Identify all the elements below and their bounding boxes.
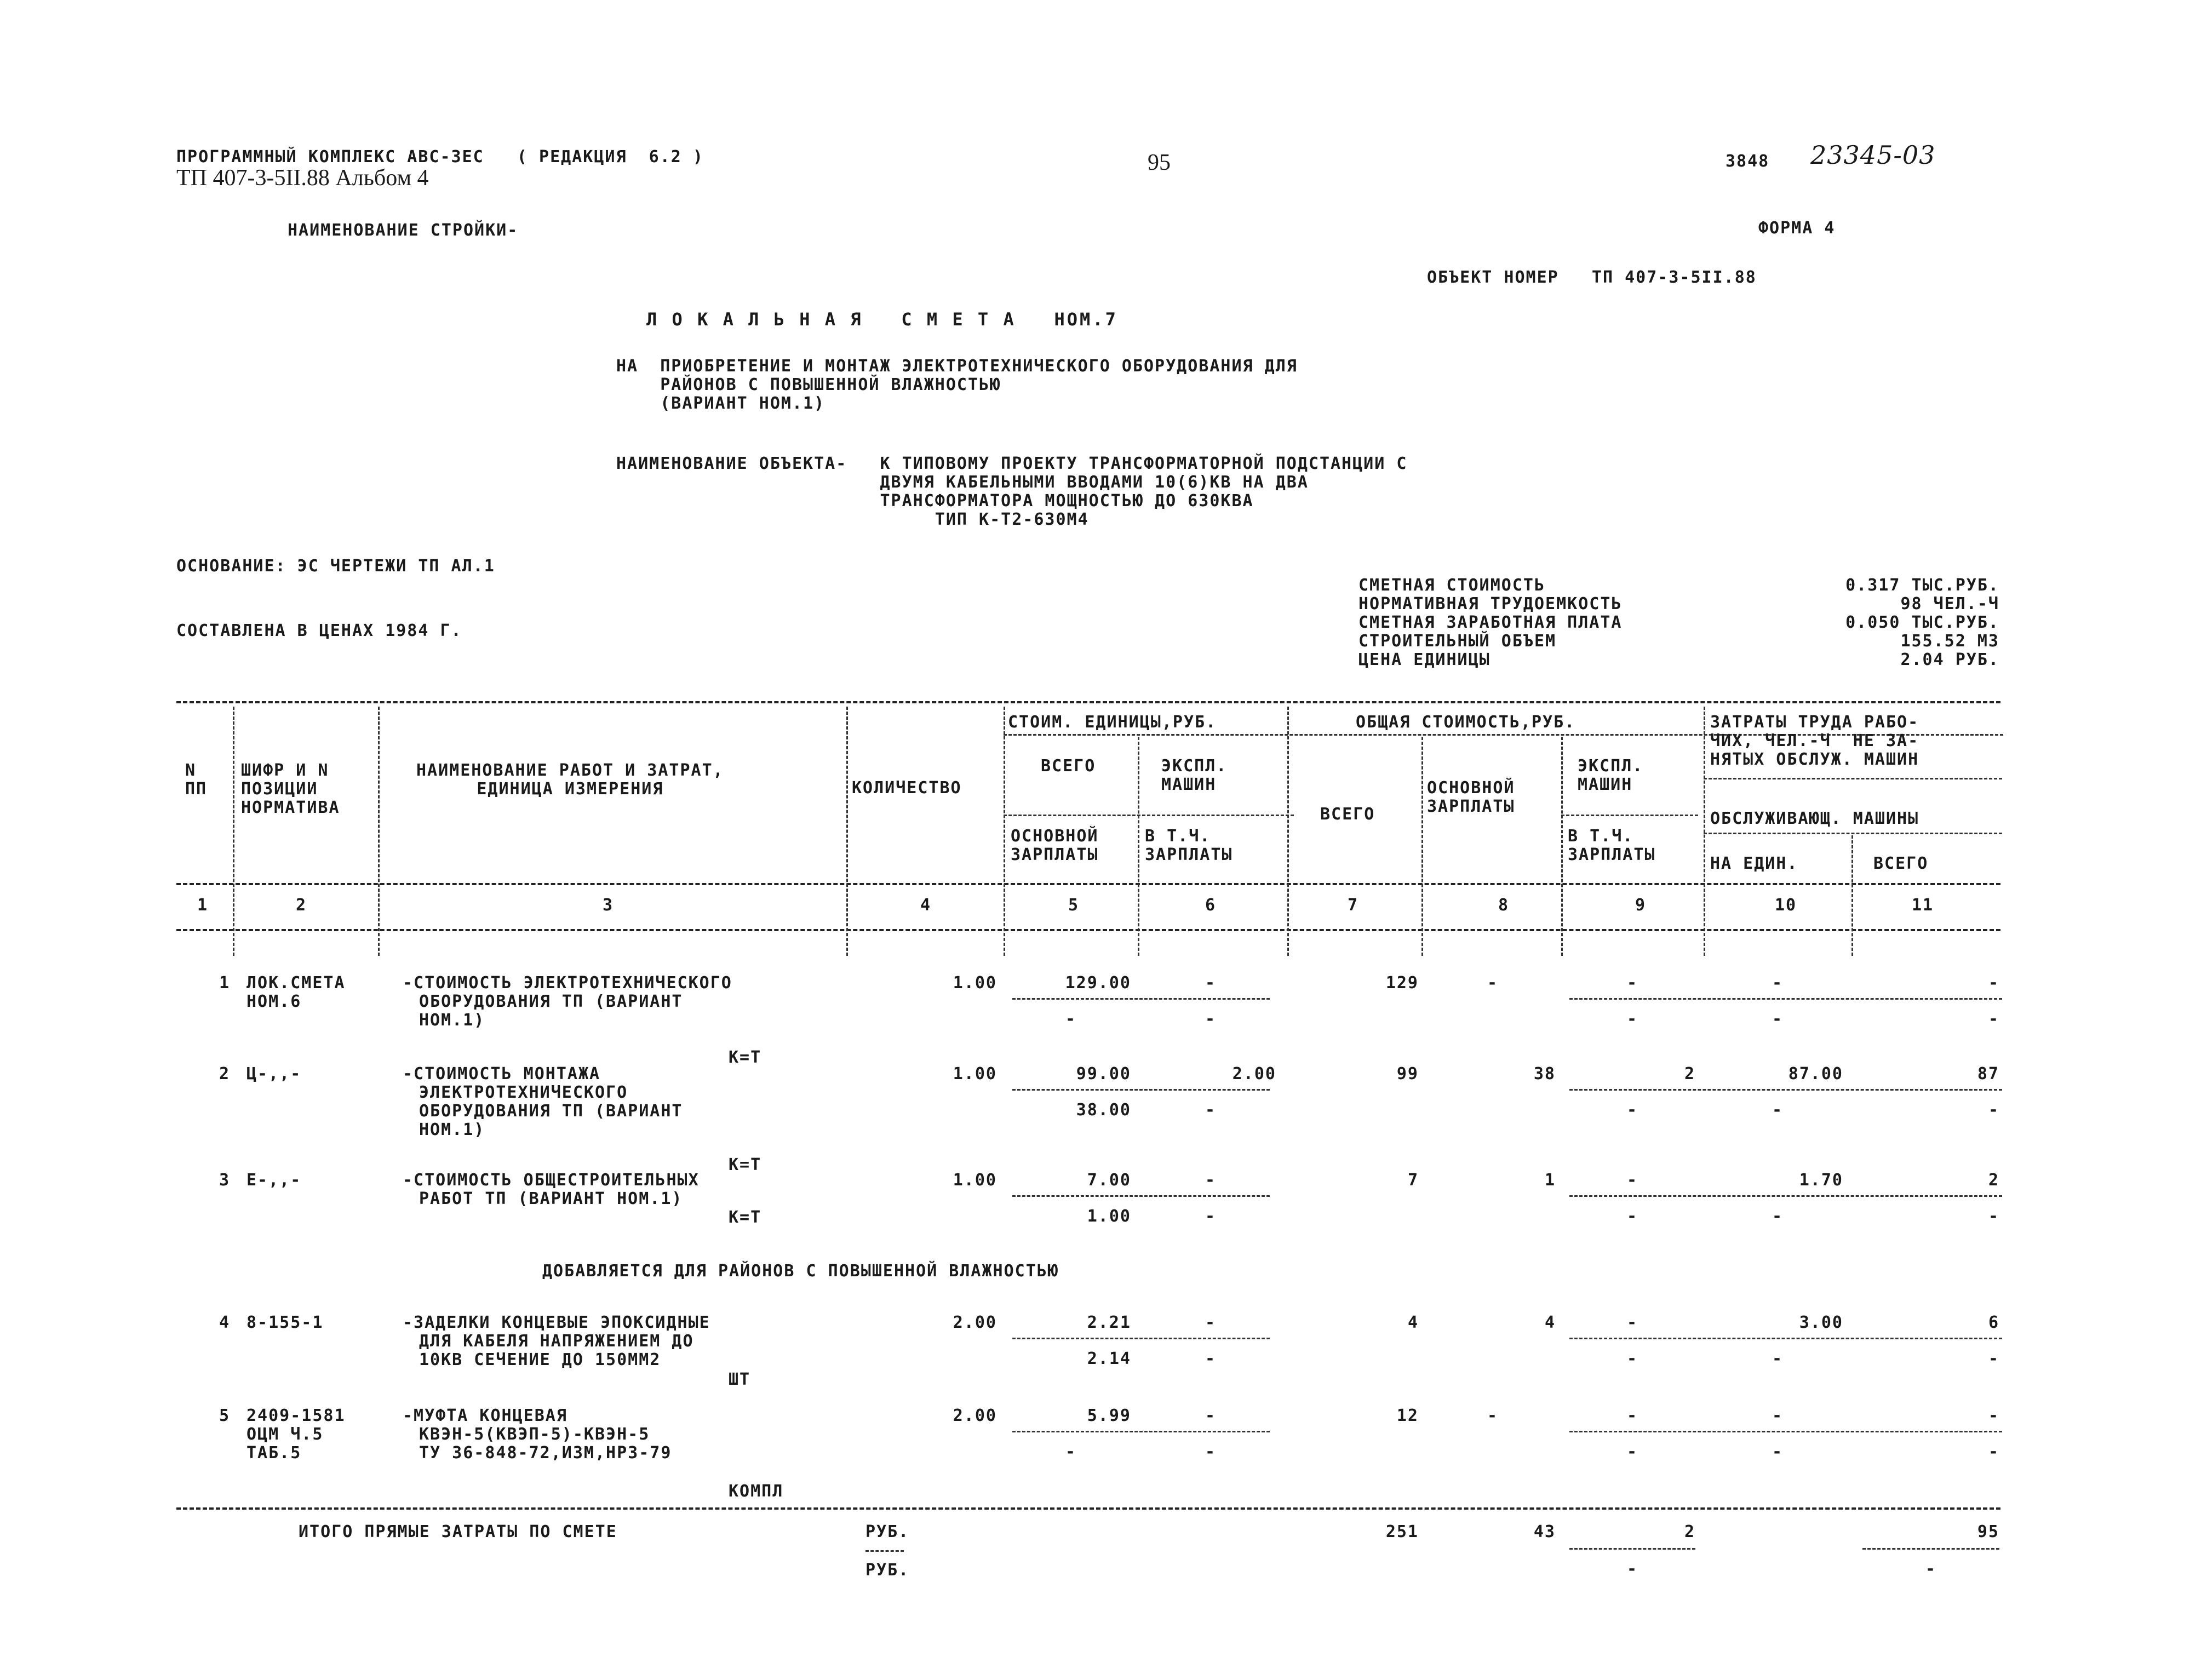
row-unit: К=Т [729, 1208, 762, 1227]
col-number: 7 [1347, 896, 1359, 915]
column-divider [1851, 835, 1853, 956]
row-c8: - [1487, 1406, 1499, 1425]
numbers-bottom-rule [176, 929, 2000, 931]
row-number: 4 [219, 1313, 230, 1332]
name-line: ЭЛЕКТРОТЕХНИЧЕСКОГО [419, 1083, 628, 1102]
object-line: НАИМЕНОВАНИЕ ОБЪЕКТА- К ТИПОВОМУ ПРОЕКТУ ТРАНСФОРМАТОРНОЙ ПОДСТАНЦИИ С [616, 454, 1408, 473]
row-c5-bottom: 38.00 [1076, 1100, 1131, 1120]
row-c9-bottom: - [1626, 1100, 1638, 1120]
header-text: N [185, 761, 197, 780]
header-text: ЗАРПЛАТЫ [1011, 845, 1099, 864]
header-text: ЭКСПЛ. [1578, 756, 1644, 776]
row-c5: 5.99 [1087, 1406, 1131, 1425]
row-code [247, 1065, 301, 1083]
total-unit: РУБ. [865, 1522, 910, 1541]
summary-label: НОРМАТИВНАЯ ТРУДОЕМКОСТЬ [1358, 594, 1623, 613]
code-line: Ц-,,- [247, 1064, 302, 1083]
code-line: 2409-1581 [247, 1406, 346, 1425]
header-text: ШИФР И N [241, 761, 329, 780]
row-c9: - [1626, 973, 1638, 993]
total-unit-rule [865, 1550, 904, 1552]
column-divider [1561, 737, 1563, 956]
summary-row [1358, 613, 1999, 632]
summary-row [1358, 632, 1999, 651]
header-bottom-rule [176, 883, 2000, 885]
row-c10-bottom: - [1772, 1100, 1784, 1120]
col-number: 11 [1911, 896, 1934, 915]
row-name [403, 1171, 700, 1208]
row-name [403, 1407, 672, 1463]
row-quantity: 1.00 [953, 1064, 997, 1083]
header-text: ЧИХ, ЧЕЛ.-Ч НЕ ЗА- [1710, 731, 1919, 750]
row-c11: 2 [1988, 1171, 1999, 1190]
row-c9-bottom: - [1626, 1010, 1638, 1029]
row-c6: - [1205, 1171, 1217, 1190]
prices-text: СОСТАВЛЕНА В ЦЕНАХ 1984 Г. [176, 621, 462, 640]
row-c11-bottom: - [1988, 1442, 1999, 1461]
handwritten-code: 23345-03 [1810, 140, 1936, 170]
row-c7: 4 [1407, 1313, 1419, 1332]
cell-rule [1012, 1089, 1270, 1091]
summary-row [1358, 576, 1999, 595]
table-top-rule [176, 701, 2000, 703]
col-header-labor [1710, 713, 1919, 769]
summary-label: СТРОИТЕЛЬНЫЙ ОБЪЕМ [1358, 632, 1557, 651]
total-c7: 251 [1385, 1522, 1419, 1541]
row-c10: - [1772, 1406, 1784, 1425]
cell-rule [1012, 1431, 1270, 1432]
col-header-code [241, 761, 340, 817]
header-text: ОСНОВНОЙ [1427, 778, 1515, 798]
summary-label: СМЕТНАЯ ЗАРАБОТНАЯ ПЛАТА [1358, 613, 1623, 632]
col-header-c8 [1427, 779, 1515, 816]
row-c9: 2 [1684, 1064, 1695, 1083]
total-c9-bottom: - [1626, 1559, 1638, 1579]
stroyka-label: НАИМЕНОВАНИЕ СТРОЙКИ- [288, 221, 519, 240]
header-subrule [1004, 815, 1294, 816]
row-c10-bottom: - [1772, 1010, 1784, 1029]
header-text: ОСНОВНОЙ [1011, 827, 1099, 846]
header-text: ЗАТРАТЫ ТРУДА РАБО- [1710, 713, 1919, 732]
col-header-c6-top [1161, 757, 1227, 794]
row-c11-bottom: - [1988, 1207, 1999, 1226]
code-line: ОЦМ Ч.5 [247, 1425, 324, 1444]
header-text: В Т.Ч. [1145, 827, 1211, 846]
col-header-c5-top: ВСЕГО [1041, 756, 1096, 776]
cell-rule [1569, 1431, 2002, 1432]
row-number: 1 [219, 973, 230, 993]
column-divider [233, 707, 234, 956]
col-header-labor-sub: ОБСЛУЖИВАЮЩ. МАШИНЫ [1710, 809, 1919, 828]
col-number: 1 [197, 896, 209, 915]
name-line: 10КВ СЕЧЕНИЕ ДО 150ММ2 [419, 1350, 661, 1369]
header-text: НАИМЕНОВАНИЕ РАБОТ И ЗАТРАТ, [416, 761, 724, 780]
estimate-title: Л О К А Л Ь Н А Я С М Е Т А НОМ.7 [646, 309, 1118, 330]
row-name [403, 1314, 710, 1369]
header-text: ПП [185, 779, 208, 799]
header-text: НЯТЫХ ОБСЛУЖ. МАШИН [1710, 750, 1919, 769]
row-c11-bottom: - [1988, 1349, 1999, 1368]
name-line: ОБОРУДОВАНИЯ ТП (ВАРИАНТ [419, 992, 683, 1011]
purpose-line: РАЙОНОВ С ПОВЫШЕННОЙ ВЛАЖНОСТЬЮ [616, 375, 1001, 394]
header-subrule [1704, 778, 2002, 779]
row-number: 3 [219, 1171, 230, 1190]
name-line: -СТОИМОСТЬ ЭЛЕКТРОТЕХНИЧЕСКОГО [403, 973, 732, 993]
code-line: Е-,,- [247, 1171, 302, 1190]
total-unit-2: РУБ. [865, 1561, 910, 1580]
row-quantity: 1.00 [953, 1171, 997, 1190]
col-number: 6 [1205, 896, 1217, 915]
row-number: 2 [219, 1064, 230, 1083]
cell-rule [1569, 1195, 2002, 1197]
row-c6: - [1205, 973, 1217, 993]
name-line: РАБОТ ТП (ВАРИАНТ НОМ.1) [419, 1189, 683, 1208]
basis-text: ОСНОВАНИЕ: ЭС ЧЕРТЕЖИ ТП АЛ.1 [176, 557, 495, 576]
row-c11-bottom: - [1988, 1100, 1999, 1120]
row-code [247, 1171, 301, 1190]
row-number: 5 [219, 1406, 230, 1425]
purpose-line: (ВАРИАНТ НОМ.1) [616, 394, 826, 413]
row-c9: - [1626, 1313, 1638, 1332]
row-c6-bottom: - [1205, 1349, 1217, 1368]
object-line: ТРАНСФОРМАТОРА МОЩНОСТЬЮ ДО 630КВА [616, 491, 1254, 511]
name-line: ОБОРУДОВАНИЯ ТП (ВАРИАНТ [419, 1102, 683, 1121]
col-number: 2 [295, 896, 307, 915]
header-text: ЕДИНИЦА ИЗМЕРЕНИЯ [477, 779, 664, 799]
row-c8: 4 [1544, 1313, 1556, 1332]
summary-value: 98 ЧЕЛ.-Ч [1900, 594, 1999, 613]
row-c6-bottom: - [1205, 1010, 1217, 1029]
row-c5: 7.00 [1087, 1171, 1131, 1190]
column-divider [1138, 737, 1139, 956]
header-text: ЭКСПЛ. [1161, 756, 1228, 776]
row-c10: - [1772, 973, 1784, 993]
summary-row [1358, 651, 1999, 669]
summary-label: СМЕТНАЯ СТОИМОСТЬ [1358, 576, 1546, 595]
row-c10-bottom: - [1772, 1207, 1784, 1226]
object-name [616, 455, 1407, 529]
row-c11-bottom: - [1988, 1010, 1999, 1029]
row-c10-bottom: - [1772, 1442, 1784, 1461]
row-c5-bottom: 2.14 [1087, 1349, 1131, 1368]
column-divider [1287, 707, 1289, 956]
col-number: 8 [1498, 896, 1510, 915]
object-number: ОБЪЕКТ НОМЕР ТП 407-3-5II.88 [1427, 268, 1757, 287]
row-quantity: 1.00 [953, 973, 997, 993]
name-line: -СТОИМОСТЬ ОБЩЕСТРОИТЕЛЬНЫХ [403, 1171, 700, 1190]
total-c11: 95 [1977, 1522, 1999, 1541]
row-c5-bottom: - [1065, 1010, 1077, 1029]
row-c10: 1.70 [1799, 1171, 1843, 1190]
column-divider [846, 707, 848, 956]
row-c10-bottom: - [1772, 1349, 1784, 1368]
album-title: ТП 407-3-5II.88 Альбом 4 [176, 165, 429, 191]
name-line: КВЭН-5(КВЭП-5)-КВЭН-5 [419, 1425, 650, 1444]
name-line: НОМ.1) [419, 1011, 485, 1030]
forma-label: ФОРМА 4 [1758, 219, 1836, 238]
row-code [247, 1407, 346, 1463]
row-c6: - [1205, 1406, 1217, 1425]
header-text: МАШИН [1161, 775, 1217, 794]
total-rule-c9 [1569, 1548, 1695, 1550]
row-c11: 6 [1988, 1313, 1999, 1332]
total-c11-bottom: - [1925, 1559, 1937, 1579]
header-text: НОРМАТИВА [241, 798, 340, 817]
total-label: ИТОГО ПРЯМЫЕ ЗАТРАТЫ ПО СМЕТЕ [299, 1522, 617, 1541]
summary-value: 0.050 ТЫС.РУБ. [1845, 613, 1999, 632]
row-c7: 7 [1407, 1171, 1419, 1190]
row-c5: 2.21 [1087, 1313, 1131, 1332]
column-divider [1421, 737, 1423, 956]
row-c11: 87 [1977, 1064, 1999, 1083]
row-c7: 129 [1385, 973, 1419, 993]
row-c11: - [1988, 973, 1999, 993]
col-number: 10 [1774, 896, 1797, 915]
col-header-quantity: КОЛИЧЕСТВО [852, 778, 962, 798]
col-header-c9-top [1578, 757, 1643, 794]
row-c9-bottom: - [1626, 1349, 1638, 1368]
cell-rule [1569, 1089, 2002, 1091]
estimate-purpose [616, 357, 1298, 413]
header-text: ЗАРПЛАТЫ [1568, 845, 1656, 864]
col-header-c11: ВСЕГО [1873, 854, 1929, 873]
col-number: 3 [602, 896, 614, 915]
row-c6-bottom: - [1205, 1442, 1217, 1461]
row-quantity: 2.00 [953, 1313, 997, 1332]
row-c5: 129.00 [1065, 973, 1131, 993]
row-quantity: 2.00 [953, 1406, 997, 1425]
col-header-c6-bottom [1145, 827, 1233, 864]
code-line: НОМ.6 [247, 992, 302, 1011]
row-unit: К=Т [729, 1048, 762, 1067]
row-c5: 99.00 [1076, 1064, 1131, 1083]
section-note: ДОБАВЛЯЕТСЯ ДЛЯ РАЙОНОВ С ПОВЫШЕННОЙ ВЛАЖНОСТЬЮ [542, 1262, 1059, 1281]
row-c8: - [1487, 973, 1499, 993]
row-unit: ШТ [729, 1370, 751, 1389]
row-c11: - [1988, 1406, 1999, 1425]
summary-value: 0.317 ТЫС.РУБ. [1845, 576, 1999, 595]
header-text: ПОЗИЦИИ [241, 779, 318, 799]
col-header-c10: НА ЕДИН. [1710, 854, 1798, 873]
header-text: МАШИН [1578, 775, 1633, 794]
row-unit: КОМПЛ [729, 1482, 784, 1501]
col-header-unit-cost: СТОИМ. ЕДИНИЦЫ,РУБ. [1008, 713, 1217, 732]
col-header-c9-bottom [1568, 827, 1656, 864]
code-line: ЛОК.СМЕТА [247, 973, 346, 993]
row-c10: 3.00 [1799, 1313, 1843, 1332]
row-c6-bottom: - [1205, 1100, 1217, 1120]
summary-block [1358, 576, 1999, 669]
column-divider [378, 707, 380, 956]
row-name [403, 974, 732, 1030]
total-rule [176, 1507, 2000, 1510]
row-code [247, 974, 346, 1011]
summary-row [1358, 595, 1999, 613]
row-c9-bottom: - [1626, 1442, 1638, 1461]
col-header-c5-bottom [1011, 827, 1099, 864]
row-c6-bottom: - [1205, 1207, 1217, 1226]
col-header-c7: ВСЕГО [1320, 805, 1375, 824]
page-number: 95 [1148, 150, 1171, 175]
object-line: ТИП К-Т2-630М4 [616, 510, 1089, 529]
header-subrule [1561, 815, 1698, 816]
row-unit: К=Т [729, 1155, 762, 1174]
header-subrule [1704, 833, 2002, 834]
program-name: ПРОГРАММНЫЙ КОМПЛЕКС АВС-3ЕС ( РЕДАКЦИЯ 6.2 ) [176, 147, 704, 167]
col-header-name [416, 761, 724, 799]
name-line: НОМ.1) [419, 1120, 485, 1139]
row-name [403, 1065, 683, 1139]
row-c5-bottom: 1.00 [1087, 1207, 1131, 1226]
purpose-line: НА ПРИОБРЕТЕНИЕ И МОНТАЖ ЭЛЕКТРОТЕХНИЧЕСКОГО ОБОРУДОВАНИЯ ДЛЯ [616, 357, 1298, 376]
cell-rule [1012, 1195, 1270, 1197]
name-line: -СТОИМОСТЬ МОНТАЖА [403, 1064, 601, 1083]
row-c8: 38 [1533, 1064, 1556, 1083]
total-c8: 43 [1533, 1522, 1556, 1541]
name-line: ТУ 36-848-72,ИЗМ,НРЗ-79 [419, 1443, 672, 1463]
header-text: В Т.Ч. [1568, 827, 1634, 846]
object-line: ДВУМЯ КАБЕЛЬНЫМИ ВВОДАМИ 10(6)КВ НА ДВА [616, 473, 1309, 492]
total-c9: 2 [1684, 1522, 1695, 1541]
row-c9-bottom: - [1626, 1207, 1638, 1226]
cell-rule [1569, 998, 2002, 1000]
row-c9: - [1626, 1406, 1638, 1425]
header-text: ЗАРПЛАТЫ [1427, 797, 1515, 816]
summary-label: ЦЕНА ЕДИНИЦЫ [1358, 650, 1491, 669]
row-c8: 1 [1544, 1171, 1556, 1190]
row-c7: 99 [1396, 1064, 1419, 1083]
col-number: 4 [920, 896, 932, 915]
row-c6: - [1205, 1313, 1217, 1332]
col-number: 5 [1068, 896, 1080, 915]
code-line: ТАБ.5 [247, 1443, 302, 1463]
cell-rule [1569, 1338, 2002, 1339]
summary-value: 2.04 РУБ. [1900, 650, 1999, 669]
row-c6: 2.00 [1232, 1064, 1276, 1083]
row-c5-bottom: - [1065, 1442, 1077, 1461]
row-c9: - [1626, 1171, 1638, 1190]
total-rule-c11 [1862, 1548, 1999, 1550]
column-divider [1004, 707, 1005, 956]
col-number: 9 [1635, 896, 1647, 915]
col-header-total-cost: ОБЩАЯ СТОИМОСТЬ,РУБ. [1356, 713, 1576, 732]
name-line: -ЗАДЕЛКИ КОНЦЕВЫЕ ЭПОКСИДНЫЕ [403, 1313, 710, 1332]
row-c10: 87.00 [1788, 1064, 1843, 1083]
col-header-n [185, 761, 207, 799]
row-c7: 12 [1396, 1406, 1419, 1425]
row-code [247, 1314, 323, 1332]
code-line: 8-155-1 [247, 1313, 324, 1332]
summary-value: 155.52 М3 [1900, 632, 1999, 651]
name-line: ДЛЯ КАБЕЛЯ НАПРЯЖЕНИЕМ ДО [419, 1332, 694, 1351]
cell-rule [1012, 1338, 1270, 1339]
name-line: -МУФТА КОНЦЕВАЯ [403, 1406, 567, 1425]
header-text: ЗАРПЛАТЫ [1145, 845, 1233, 864]
document-code: 3848 [1726, 152, 1770, 171]
cell-rule [1012, 998, 1270, 1000]
column-divider [1704, 707, 1705, 956]
